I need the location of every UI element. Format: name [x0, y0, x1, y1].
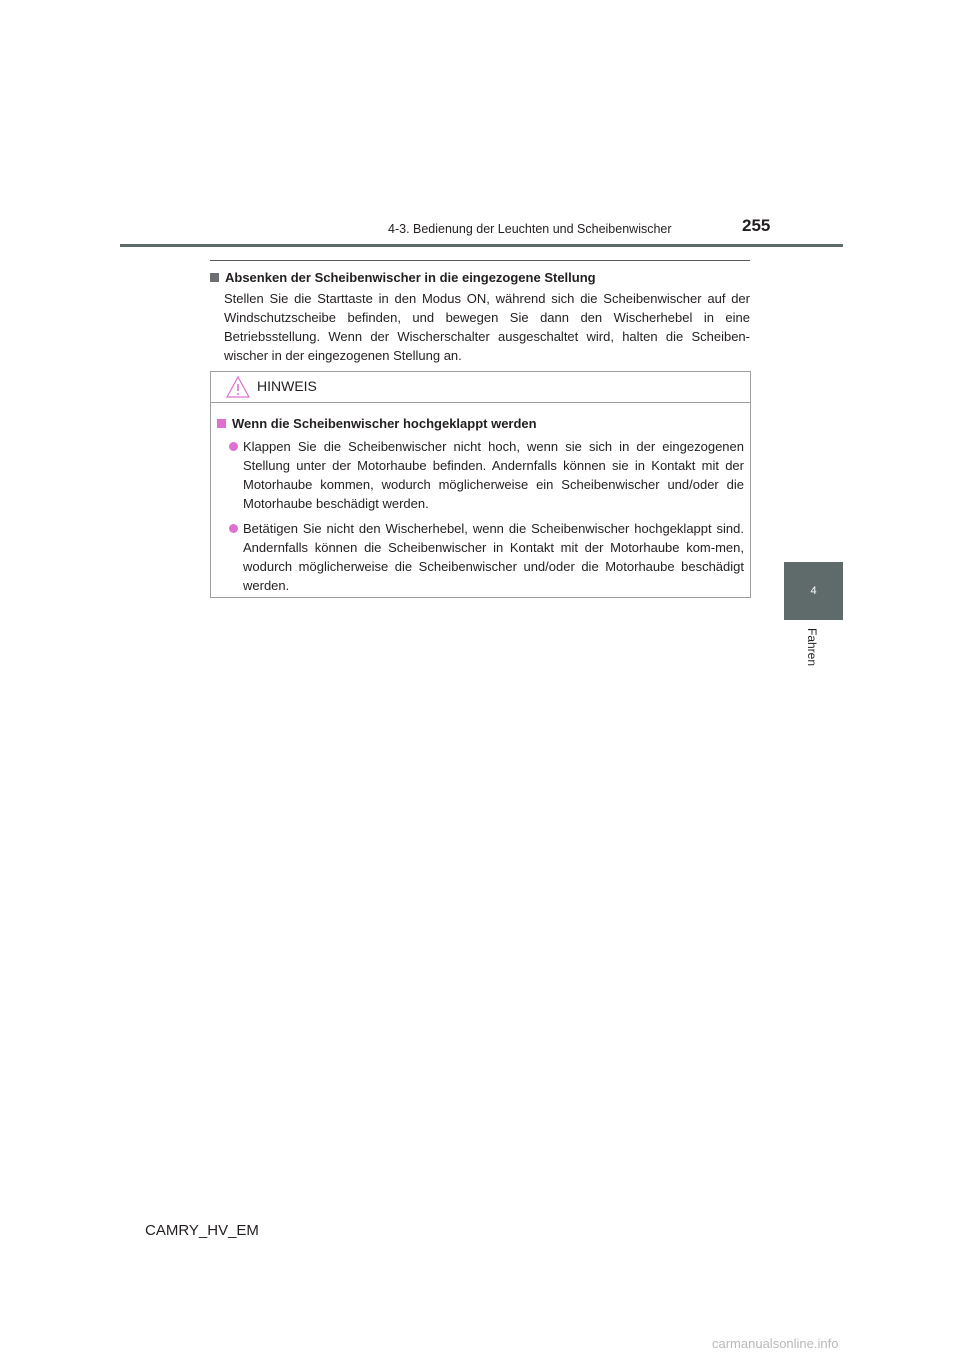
section-heading	[210, 268, 750, 287]
section-top-rule	[210, 260, 750, 261]
footer-code: CAMRY_HV_EM	[145, 1222, 259, 1239]
watermark: carmanualsonline.info	[712, 1336, 839, 1351]
pink-square-bullet-icon	[217, 419, 226, 428]
chapter-label: Fahren	[805, 628, 819, 667]
chapter-number: 4	[810, 585, 817, 597]
bullet-dot-icon	[229, 442, 238, 451]
notice-subheading-text: Wenn die Scheibenwischer hochgeklappt werden	[232, 416, 537, 431]
list-item	[217, 437, 744, 513]
page-number: 255	[742, 216, 771, 235]
list-item	[217, 519, 744, 595]
bullet-text: Betätigen Sie nicht den Wischerhebel, wenn die Scheibenwischer hochgeklappt sind. Andernfalls können die Scheibenwischer in Kontakt mit der Motorhaube kom-men, wodurch möglicherweise die Scheibenwischer und/oder die Motorhaube beschädigt werden.	[243, 521, 744, 593]
header-rule	[120, 244, 843, 247]
section-body: Stellen Sie die Starttaste in den Modus ON, während sich die Scheibenwischer auf der Windschutzscheibe befinden, und bewegen Sie dann den Wischerhebel in eine Betriebsstellung. Wenn der Wischerschalter ausgeschaltet wird, halten die Scheiben-wischer in der eingezogenen Stellung an.	[224, 291, 750, 363]
notice-subheading	[217, 414, 744, 433]
header-section-title: 4-3. Bedienung der Leuchten und Scheibenwischer	[388, 222, 672, 236]
notice-body	[217, 414, 744, 601]
square-bullet-icon	[210, 273, 219, 282]
notice-header	[211, 372, 750, 403]
bullet-dot-icon	[229, 524, 238, 533]
bullet-text: Klappen Sie die Scheibenwischer nicht hoch, wenn sie sich in der eingezogenen Stellung unter der Motorhaube befinden. Andernfalls können sie in Kontakt mit der Motorhaube kommen, wodurch möglicherweise ein Scheibenwischer und/oder die Motorhaube beschädigt werden.	[243, 439, 744, 511]
notice-box	[210, 371, 751, 598]
warning-triangle-icon	[225, 375, 251, 399]
notice-title: HINWEIS	[257, 378, 317, 394]
chapter-tab	[784, 562, 843, 620]
section-heading-text: Absenken der Scheibenwischer in die eingezogene Stellung	[225, 270, 596, 285]
notice-bullet-list	[217, 437, 744, 595]
wiper-lowering-section	[210, 268, 750, 365]
